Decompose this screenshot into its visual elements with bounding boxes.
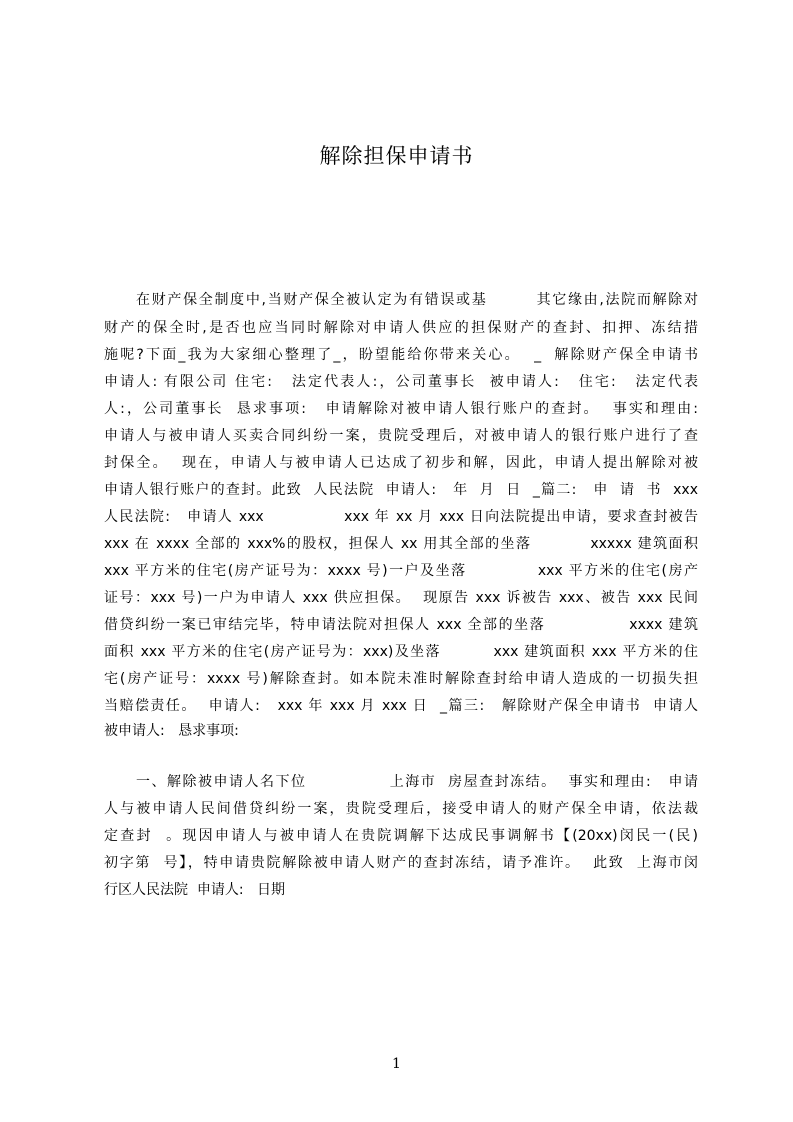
paragraph-1-line: 财产的保全时,是否也应当同时解除对申请人供应的担保财产的查封、扣押、冻结措	[104, 320, 698, 336]
paragraph-1-line: 人民法院: 申请人 xxx xxx 年 xx 月 xxx 日向法院提出申请，要求查封被告	[104, 509, 698, 525]
paragraph-1-line: 证号：xxx 号)一户为申请人 xxx 供应担保。 现原告 xxx 诉被告 xxx、被告 xxx 民间	[104, 590, 698, 606]
paragraph-1-line: 被申请人: 恳求事项:	[104, 723, 239, 739]
paragraph-2-line: 人与被申请人民间借贷纠纷一案，贵院受理后，接受申请人的财产保全申请，依法裁	[104, 801, 698, 817]
page-number: 1	[392, 1056, 401, 1072]
paragraph-1-line: 借贷纠纷一案已审结完毕，特申请法院对担保人 xxx 全部的坐落 xxxx 建筑	[104, 617, 698, 633]
paragraph-1-line: 人:，公司董事长 恳求事项: 申请解除对被申请人银行账户的查封。 事实和理由:	[104, 401, 698, 417]
paragraph-2-line: 定查封 。现因申请人与被申请人在贵院调解下达成民事调解书【(20xx)闵民一(民)	[104, 828, 698, 844]
paragraph-2-line: 一、解除被申请人名下位 上海市 房屋查封冻结。 事实和理由: 申请	[136, 774, 698, 790]
paragraph-1-line: 当赔偿责任。 申请人: xxx 年 xxx 月 xxx 日 _篇三: 解除财产保全申请书 申请人	[104, 698, 698, 714]
paragraph-1-line: 申请人: 有限公司 住宅: 法定代表人:，公司董事长 被申请人: 住宅: 法定代表	[104, 374, 698, 390]
paragraph-1-line: 在财产保全制度中,当财产保全被认定为有错误或基 其它缘由,法院而解除对	[136, 292, 698, 308]
paragraph-1-line: xxx 在 xxxx 全部的 xxx%的股权，担保人 xx 用其全部的坐落 xxxxx 建筑面积	[104, 536, 698, 552]
paragraph-1-line: xxx 平方米的住宅(房产证号为：xxxx 号)一户及坐落 xxx 平方米的住宅(房产	[104, 563, 698, 579]
paragraph-1-line: 申请人与被申请人买卖合同纠纷一案，贵院受理后，对被申请人的银行账户进行了查	[104, 428, 698, 444]
paragraph-1-line: 施呢?下面_我为大家细心整理了_，盼望能给你带来关心。 _ 解除财产保全申请书	[104, 347, 698, 363]
paragraph-1-line: 封保全。 现在，申请人与被申请人已达成了初步和解，因此，申请人提出解除对被	[104, 455, 698, 471]
paragraph-2-line: 初字第 号】，特申请贵院解除被申请人财产的查封冻结，请予准许。 此致 上海市闵	[104, 855, 698, 871]
document-title: 解除担保申请书	[319, 144, 474, 168]
paragraph-1-line: 面积 xxx 平方米的住宅(房产证号为：xxx)及坐落 xxx 建筑面积 xxx 平方米的住	[104, 644, 698, 660]
paragraph-2-line: 行区人民法院 申请人: 日期	[104, 882, 285, 898]
paragraph-1-line: 宅(房产证号：xxxx 号)解除查封。如本院未准时解除查封给申请人造成的一切损失担	[104, 671, 698, 687]
paragraph-1-line: 申请人银行账户的查封。此致 人民法院 申请人: 年 月 日 _篇二: 申 请 书 xxx	[104, 482, 698, 498]
